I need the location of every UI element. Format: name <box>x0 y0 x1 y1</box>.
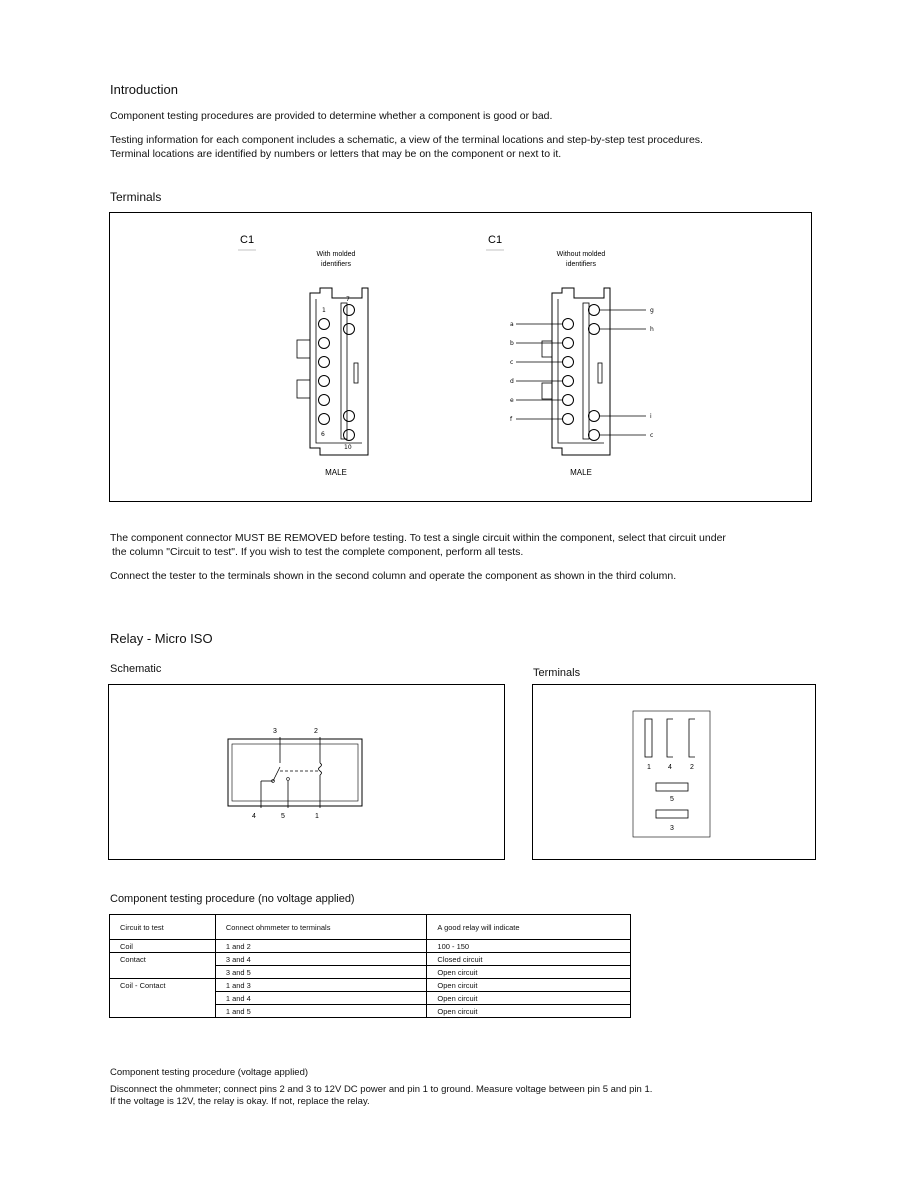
table-cell: Coil - Contact <box>110 979 216 992</box>
left-connector <box>238 234 368 477</box>
notes-paragraph-2: Connect the tester to the terminals shown in the second column and operate the component as shown in the third column. <box>110 570 677 582</box>
table-row <box>110 1005 631 1018</box>
table-cell: 1 and 2 <box>215 940 427 953</box>
right-caption-1: Without molded <box>556 251 606 258</box>
table-cell: 1 and 3 <box>215 979 427 992</box>
right-pin-label-d: d <box>510 378 514 385</box>
table-row <box>110 940 631 953</box>
left-pin-label-1: 1 <box>322 307 326 314</box>
procedure-voltage-paragraph-2: If the voltage is 12V, the relay is okay. If not, replace the relay. <box>110 1096 370 1107</box>
relay-terminal-2: 2 <box>690 764 694 771</box>
right-connector <box>486 234 654 477</box>
table-cell: Open circuit <box>427 979 631 992</box>
left-caption-2: identifiers <box>321 261 351 268</box>
table-cell: Open circuit <box>427 1005 631 1018</box>
right-caption-2: identifiers <box>566 261 596 268</box>
right-pin-label-f: f <box>510 416 513 423</box>
left-gender-label: MALE <box>325 468 347 477</box>
left-pin-label-7: 7 <box>346 296 350 303</box>
notes-paragraph-1a: The component connector MUST BE REMOVED before testing. To test a single circuit within the component, select that circuit under <box>110 532 726 544</box>
right-pin-label-c2: c <box>650 432 654 439</box>
right-pin-label-c: c <box>510 359 514 366</box>
schematic-pin-3: 3 <box>273 728 277 735</box>
terminals-heading: Terminals <box>110 190 162 204</box>
table-row <box>110 979 631 992</box>
intro-paragraph-1: Component testing procedures are provided to determine whether a component is good or bad. <box>110 110 553 122</box>
left-c1-label: C1 <box>240 234 255 246</box>
table-cell: 1 and 4 <box>215 992 427 1005</box>
table-row <box>110 992 631 1005</box>
procedure-voltage-heading: Component testing procedure (voltage applied) <box>110 1067 309 1078</box>
relay-terminals-box <box>532 684 816 860</box>
table-cell: 3 and 5 <box>215 966 427 979</box>
left-caption-1: With molded <box>316 251 356 258</box>
table-row <box>110 966 631 979</box>
intro-paragraph-2a: Testing information for each component includes a schematic, a view of the terminal locations and step-by-step test procedures. <box>110 134 703 146</box>
schematic-pin-2: 2 <box>314 728 318 735</box>
table-row <box>110 953 631 966</box>
table-header-cell: A good relay will indicate <box>427 915 631 940</box>
right-pin-label-a: a <box>510 321 514 328</box>
relay-terminal-5: 5 <box>670 796 674 803</box>
table-cell <box>110 992 216 1005</box>
schematic-pin-5: 5 <box>281 813 285 820</box>
right-pin-label-b: b <box>510 340 514 347</box>
notes-paragraph-1b: the column "Circuit to test". If you wish to test the complete component, perform all tests. <box>112 546 524 558</box>
relay-terminals-heading: Terminals <box>533 667 581 679</box>
right-pin-label-i: i <box>650 413 652 420</box>
table-cell: Coil <box>110 940 216 953</box>
procedure-table <box>109 914 631 1018</box>
schematic-heading: Schematic <box>110 663 162 675</box>
table-cell: 3 and 4 <box>215 953 427 966</box>
relay-terminals-diagram <box>533 685 815 859</box>
right-c1-label: C1 <box>488 234 503 246</box>
table-cell <box>110 966 216 979</box>
relay-terminal-1: 1 <box>647 764 651 771</box>
table-header-cell: Connect ohmmeter to terminals <box>215 915 427 940</box>
relay-schematic <box>109 685 504 859</box>
left-pin-label-6: 6 <box>321 431 325 438</box>
procedure-voltage-paragraph-1: Disconnect the ohmmeter; connect pins 2 and 3 to 12V DC power and pin 1 to ground. Measure voltage between pin 5 and pin 1. <box>110 1084 653 1095</box>
table-header-row <box>110 915 631 940</box>
terminals-diagram-box <box>109 212 812 502</box>
left-pin-label-10: 10 <box>344 444 352 451</box>
schematic-pin-1: 1 <box>315 813 319 820</box>
schematic-box <box>108 684 505 860</box>
table-header-cell: Circuit to test <box>110 915 216 940</box>
right-gender-label: MALE <box>570 468 592 477</box>
right-pin-label-h: h <box>650 326 654 333</box>
intro-heading: Introduction <box>110 82 178 97</box>
table-cell: Open circuit <box>427 966 631 979</box>
relay-terminal-4: 4 <box>668 764 672 771</box>
table-cell: Closed circuit <box>427 953 631 966</box>
schematic-pin-4: 4 <box>252 813 256 820</box>
terminals-diagram <box>110 213 811 501</box>
relay-heading: Relay - Micro ISO <box>110 631 213 646</box>
table-cell: Contact <box>110 953 216 966</box>
right-pin-label-e: e <box>510 397 514 404</box>
table-cell: Open circuit <box>427 992 631 1005</box>
table-cell: 1 and 5 <box>215 1005 427 1018</box>
table-cell <box>110 1005 216 1018</box>
intro-paragraph-2b: Terminal locations are identified by numbers or letters that may be on the component or next to it. <box>110 148 562 160</box>
table-cell: 100 - 150 <box>427 940 631 953</box>
right-pin-label-g: g <box>650 307 654 314</box>
relay-terminal-3: 3 <box>670 825 674 832</box>
procedure-no-voltage-heading: Component testing procedure (no voltage applied) <box>110 893 355 905</box>
